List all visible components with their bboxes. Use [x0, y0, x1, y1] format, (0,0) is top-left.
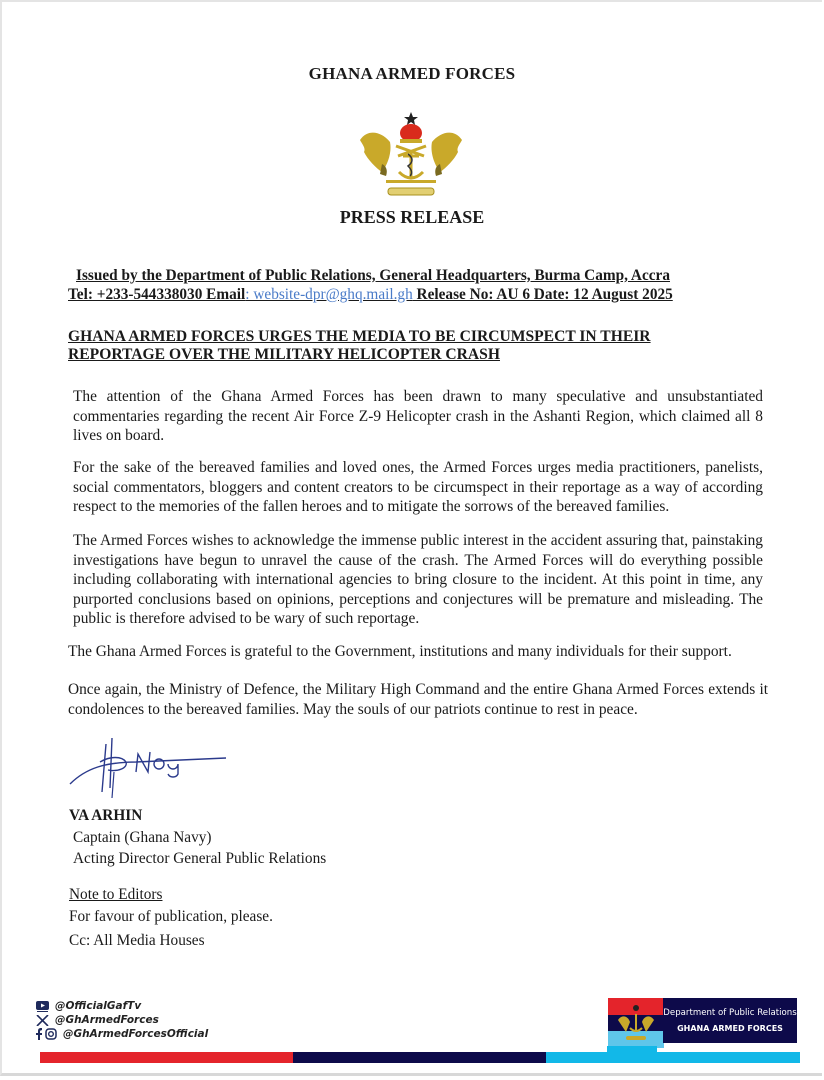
body-paragraph: For the sake of the bereaved families and loved ones, the Armed Forces urges media practitioners, panelists, social commentators, bloggers and content creators to be circumspect in their reportage as a way of according respect to the memories of the fallen heroes and to mitigate the sorrows of the bereaved families. [73, 459, 763, 516]
contact-line [68, 286, 673, 304]
facebook-icon [36, 1028, 43, 1040]
body-paragraph: The Armed Forces wishes to acknowledge the immense public interest in the accident assuring that, painstaking investigations have begun to unravel the cause of the crash. The Armed Forces will do everything possible including collaborating with international agencies to bring closure to the incident. At this point in time, any purported conclusions based on opinions, perceptions and conjectures will be premature and misleading. The public is therefore advised to be wary of such reportage. [73, 532, 763, 628]
footer-stripe-cyan [546, 1052, 800, 1063]
dpr-emblem-icon [608, 998, 664, 1048]
signatory-title: Acting Director General Public Relations [73, 850, 327, 867]
body-paragraph: Once again, the Ministry of Defence, the Military High Command and the entire Ghana Armed Forces extends it condolences to the bereaved families. May the souls of our patriots continue to rest in peace. [68, 681, 768, 718]
cc-line: Cc: All Media Houses [69, 932, 205, 949]
headline: GHANA ARMED FORCES URGES THE MEDIA TO BE CIRCUMSPECT IN THEIR REPORTAGE OVER THE MILITARY HELICOPTER CRASH [68, 328, 651, 363]
body-paragraph: The Ghana Armed Forces is grateful to the Government, institutions and many individuals for their support. [68, 643, 732, 660]
signatory-name: VA ARHIN [69, 807, 143, 824]
social-handle: @OfficialGafTv [55, 1000, 142, 1012]
instagram-icon [45, 1028, 57, 1040]
crest-icon [352, 108, 470, 198]
note-to-editors-heading: Note to Editors [69, 886, 163, 903]
footer-stripe-red [40, 1052, 293, 1063]
social-handle: @GhArmedForcesOfficial [63, 1028, 209, 1040]
dpr-department-label: Department of Public Relations [663, 1008, 797, 1018]
social-handle: @GhArmedForces [55, 1014, 159, 1026]
footer-stripe-navy [293, 1052, 546, 1063]
telephone-label: Tel: +233-544338030 Email [68, 286, 246, 303]
signatory-rank: Captain (Ghana Navy) [73, 829, 212, 846]
dpr-organization-label: GHANA ARMED FORCES [677, 1024, 783, 1033]
dpr-label-box [663, 998, 797, 1043]
social-facebook-instagram[interactable] [36, 1028, 208, 1040]
email-link[interactable]: : website-dpr@ghq.mail.gh [245, 286, 413, 303]
x-icon [36, 1015, 49, 1026]
youtube-icon [36, 1001, 49, 1012]
social-x[interactable] [36, 1014, 159, 1026]
document-type-title: PRESS RELEASE [339, 207, 485, 227]
social-youtube[interactable] [36, 1000, 141, 1012]
organization-title: GHANA ARMED FORCES [308, 64, 516, 83]
release-info: Release No: AU 6 Date: 12 August 2025 [412, 286, 673, 303]
body-paragraph: The attention of the Ghana Armed Forces has been drawn to many speculative and unsubstantiated commentaries regarding the recent Air Force Z-9 Helicopter crash in the Ashanti Region, which claimed all 8 lives on board. [73, 388, 763, 445]
signature-icon [66, 732, 236, 802]
issuer-line: Issued by the Department of Public Relations, General Headquarters, Burma Camp, Accra [76, 267, 670, 284]
note-line: For favour of publication, please. [69, 908, 273, 925]
